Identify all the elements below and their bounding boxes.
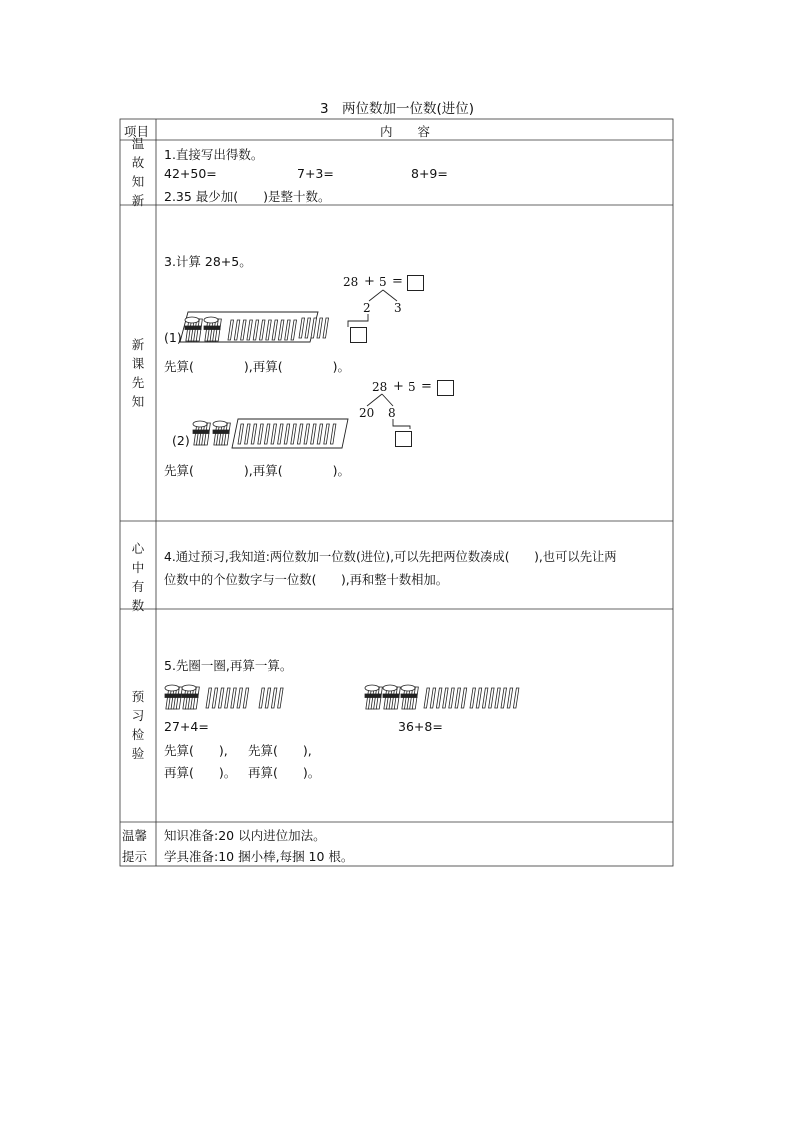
- expr-8-9: 8+9=: [411, 166, 448, 181]
- then-calc-1: 再算( )。: [164, 765, 237, 780]
- question-1: 1.直接写出得数。: [164, 147, 264, 162]
- section-label-summary: 心 中 有 数: [131, 541, 145, 613]
- first-calc-2: 先算( ),: [248, 743, 312, 758]
- header-content: 内 容: [380, 124, 431, 139]
- fill-blank-2: 先算( ),再算( )。: [164, 463, 350, 478]
- diagram1-split-3: 3: [394, 301, 402, 315]
- question-4-line-2: 位数中的个位数字与一位数( ),再和整十数相加。: [164, 573, 449, 587]
- tips-label-2: 提示: [122, 849, 148, 864]
- question-2: 2.35 最少加( )是整十数。: [164, 189, 331, 204]
- tip-tools: 学具准备:10 捆小棒,每捆 10 根。: [164, 849, 354, 864]
- diagram1-a: 28: [343, 275, 359, 289]
- diagram1-split-2: 2: [363, 301, 371, 315]
- fill-blank-1: 先算( ),再算( )。: [164, 359, 350, 374]
- section-label-check: 预 习 检 验: [131, 689, 145, 761]
- label-part-2: (2): [172, 433, 190, 448]
- question-5: 5.先圈一圈,再算一算。: [164, 658, 293, 673]
- expr-36-8: 36+8=: [398, 719, 443, 734]
- diagram2-eq: =: [421, 379, 432, 394]
- diagram2-split-20: 20: [359, 406, 375, 420]
- question-3: 3.计算 28+5。: [164, 254, 252, 269]
- diagram1-plus: +: [364, 274, 375, 289]
- tip-knowledge: 知识准备:20 以内进位加法。: [164, 828, 326, 843]
- diagram2-plus: +: [393, 379, 404, 394]
- diagram1-eq: =: [392, 274, 403, 289]
- diagram2-split-8: 8: [388, 406, 396, 420]
- header-project: 项目: [124, 124, 150, 139]
- expr-27-4: 27+4=: [164, 719, 209, 734]
- diagram2-b: 5: [408, 380, 416, 394]
- expr-7-3: 7+3=: [297, 166, 334, 181]
- section-label-review: 温 故 知 新: [131, 136, 145, 208]
- first-calc-1: 先算( ),: [164, 743, 228, 758]
- then-calc-2: 再算( )。: [248, 765, 321, 780]
- expr-42-50: 42+50=: [164, 166, 217, 181]
- label-part-1: (1): [164, 330, 182, 345]
- page-title: 3 两位数加一位数(进位): [319, 101, 475, 117]
- diagram2-a: 28: [372, 380, 388, 394]
- tips-label-1: 温馨: [122, 828, 148, 843]
- section-label-preview: 新 课 先 知: [131, 337, 145, 409]
- diagram1-b: 5: [379, 275, 387, 289]
- question-4-line-1: 4.通过预习,我知道:两位数加一位数(进位),可以先把两位数凑成( ),也可以先让两: [164, 550, 617, 564]
